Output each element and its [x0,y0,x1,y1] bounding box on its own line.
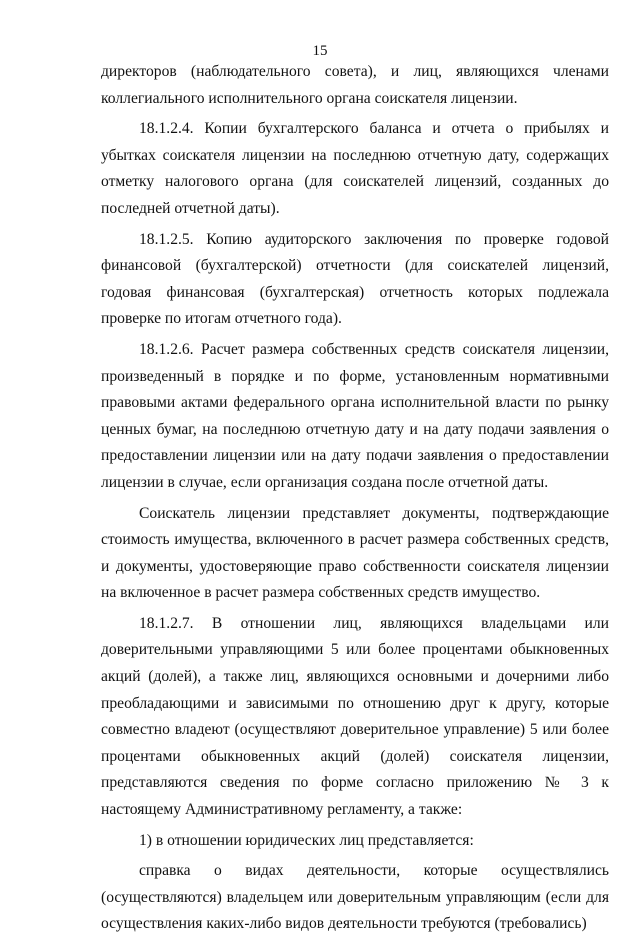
paragraph-continuation: директоров (наблюдательного совета), и лиц, являющихся членами коллегиального исполнительного органа соискателя лицензии. [101,63,609,107]
paragraph-applicant-documents: Соискатель лицензии представляет документы, подтверждающие стоимость имущества, включенного в расчет размера собственных средств, и документы, удостоверяющие право собственности соискателя лицензии на включенное в расчет размера собственных средств имущество. [101,504,609,602]
paragraph-18-1-2-4: 18.1.2.4. Копии бухгалтерского баланса и отчета о прибылях и убытках соискателя лицензии на последнюю отчетную дату, содержащих отметку налогового органа (для соискателей лицензий, созданных до последней отчетной даты). [101,120,609,217]
document-body [101,59,609,942]
paragraph-18-1-2-7: 18.1.2.7. В отношении лиц, являющихся владельцами или доверительными управляющими 5 или более процентами обыкновенных акций (долей), а также лиц, являющихся основными и дочерними либо преобладающими и зависимыми по отношению друг к другу, которые совместно владеют (осуществляют доверительное управление) 5 или более процентами обыкновенных акций (долей) соискателя лицензии, представляются сведения по форме согласно приложению № 3 к настоящему Административному регламенту, а также: [101,614,609,819]
paragraph-18-1-2-5: 18.1.2.5. Копию аудиторского заключения по проверке годовой финансовой (бухгалтерской) отчетности (для соискателей лицензий, годовая финансовая (бухгалтерская) отчетность которых подлежала проверке по итогам отчетного года). [101,230,609,328]
paragraph-activity-certificate: справка о видах деятельности, которые осуществлялись (осуществляются) владельцем или доверительным управляющим (если для осуществления каких-либо видов деятельности требуются (требовались) [101,862,609,933]
paragraph-legal-entities: 1) в отношении юридических лиц представляется: [139,831,474,849]
page-number: 15 [312,43,328,59]
paragraph-18-1-2-6: 18.1.2.6. Расчет размера собственных средств соискателя лицензии, произведенный в порядке и по форме, установленным нормативными правовыми актами федерального органа исполнительной власти по рынку ценных бумаг, на последнюю отчетную дату и на дату подачи заявления о предоставлении лицензии или на дату подачи заявления о предоставлении лицензии в случае, если организация создана после отчетной даты. [101,340,609,491]
